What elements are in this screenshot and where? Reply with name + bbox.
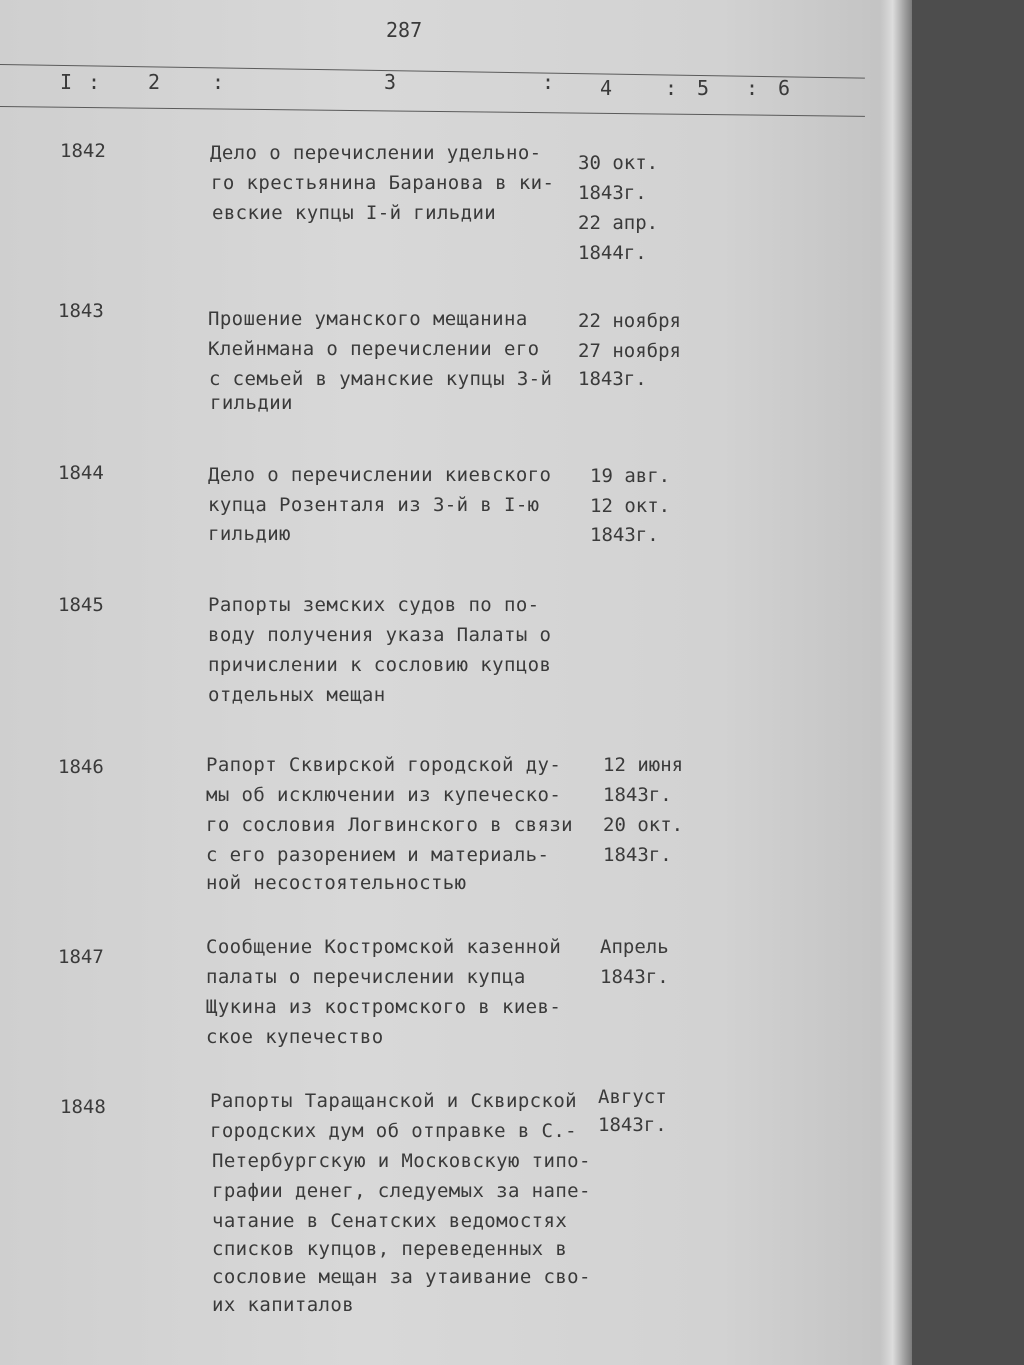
record-description-line: причислении к сословию купцов	[208, 654, 552, 676]
record-number: 1848	[60, 1096, 106, 1118]
page-number: 287	[386, 18, 423, 42]
column-header-3: 3	[384, 70, 397, 94]
record-description-line: ское купечество	[206, 1026, 384, 1048]
record-description-line: Рапорт Сквирской городской ду-	[206, 754, 562, 776]
record-description-line: городских дум об отправке в С.-	[210, 1120, 578, 1142]
column-header-4: 4	[600, 76, 613, 100]
record-date-line: Август	[598, 1086, 667, 1108]
record-date-line: 22 апр.	[578, 212, 659, 234]
column-header-row	[0, 70, 880, 102]
record-date-line: 30 окт.	[578, 152, 659, 174]
record-number: 1842	[60, 140, 106, 162]
column-header-2: 2	[148, 70, 161, 94]
record-description-line: с его разорением и материаль-	[206, 844, 550, 866]
record-description-line: гильдию	[208, 523, 291, 545]
record-date-line: 22 ноября	[578, 310, 681, 332]
record-description-line: Рапорты Таращанской и Сквирской	[210, 1090, 578, 1112]
record-date-line: 1843г.	[603, 844, 672, 866]
record-description-line: Клейнмана о перечислении его	[208, 338, 540, 360]
record-description-line: графии денег, следуемых за напе-	[212, 1180, 591, 1202]
header-bottom-rule	[0, 106, 865, 117]
record-number: 1847	[58, 946, 104, 968]
record-description-line: гильдии	[210, 392, 293, 414]
record-description-line: мы об исключении из купеческо-	[206, 784, 562, 806]
record-description-line: Прошение уманского мещанина	[208, 308, 528, 330]
column-separator: :	[88, 70, 101, 94]
record-description-line: Дело о перечислении удельно-	[210, 142, 542, 164]
record-date-line: 1843г.	[598, 1114, 667, 1136]
record-date-line: 20 окт.	[603, 814, 684, 836]
record-date-line: 1844г.	[578, 242, 647, 264]
record-description-line: списков купцов, переведенных в	[212, 1238, 568, 1260]
record-description-line: Сообщение Костромской казенной	[206, 936, 562, 958]
record-date-line: 1843г.	[578, 182, 647, 204]
record-date-line: 1843г.	[578, 368, 647, 390]
record-date-line: 27 ноября	[578, 340, 681, 362]
record-description-line: чатание в Сенатских ведомостях	[212, 1210, 568, 1232]
page-edge	[880, 0, 912, 1365]
record-date-line: 1843г.	[590, 524, 659, 546]
column-header-5: 5	[697, 76, 710, 100]
record-description-line: их капиталов	[212, 1294, 355, 1316]
record-description-line: Рапорты земских судов по по-	[208, 594, 540, 616]
record-date-line: Апрель	[600, 936, 669, 958]
record-description-line: сословие мещан за утаивание сво-	[212, 1266, 591, 1288]
record-description-line: евские купцы I-й гильдии	[212, 202, 497, 224]
record-description-line: Щукина из костромского в киев-	[206, 996, 562, 1018]
column-header-6: 6	[778, 76, 791, 100]
column-separator: :	[542, 70, 555, 94]
column-separator: :	[665, 76, 678, 100]
record-description-line: палаты о перечислении купца	[206, 966, 526, 988]
record-date-line: 1843г.	[603, 784, 672, 806]
column-separator: :	[746, 76, 759, 100]
record-description-line: го сословия Логвинского в связи	[206, 814, 574, 836]
column-header-1: I	[60, 70, 73, 94]
column-separator: :	[212, 70, 225, 94]
record-description-line: го крестьянина Баранова в ки-	[211, 172, 555, 194]
record-date-line: 12 окт.	[590, 495, 671, 517]
record-date-line: 19 авг.	[590, 465, 671, 487]
record-number: 1846	[58, 756, 104, 778]
record-description-line: Дело о перечислении киевского	[208, 464, 552, 486]
record-description-line: Петербургскую и Московскую типо-	[212, 1150, 591, 1172]
record-description-line: ной несостоятельностью	[206, 872, 467, 894]
record-description-line: купца Розенталя из 3-й в I-ю	[208, 494, 540, 516]
record-date-line: 12 июня	[603, 754, 684, 776]
record-number: 1845	[58, 594, 104, 616]
record-number: 1844	[58, 462, 104, 484]
record-number: 1843	[58, 300, 104, 322]
record-date-line: 1843г.	[600, 966, 669, 988]
record-description-line: воду получения указа Палаты о	[208, 624, 552, 646]
record-description-line: с семьей в уманские купцы 3-й	[209, 368, 553, 390]
record-description-line: отдельных мещан	[208, 684, 386, 706]
